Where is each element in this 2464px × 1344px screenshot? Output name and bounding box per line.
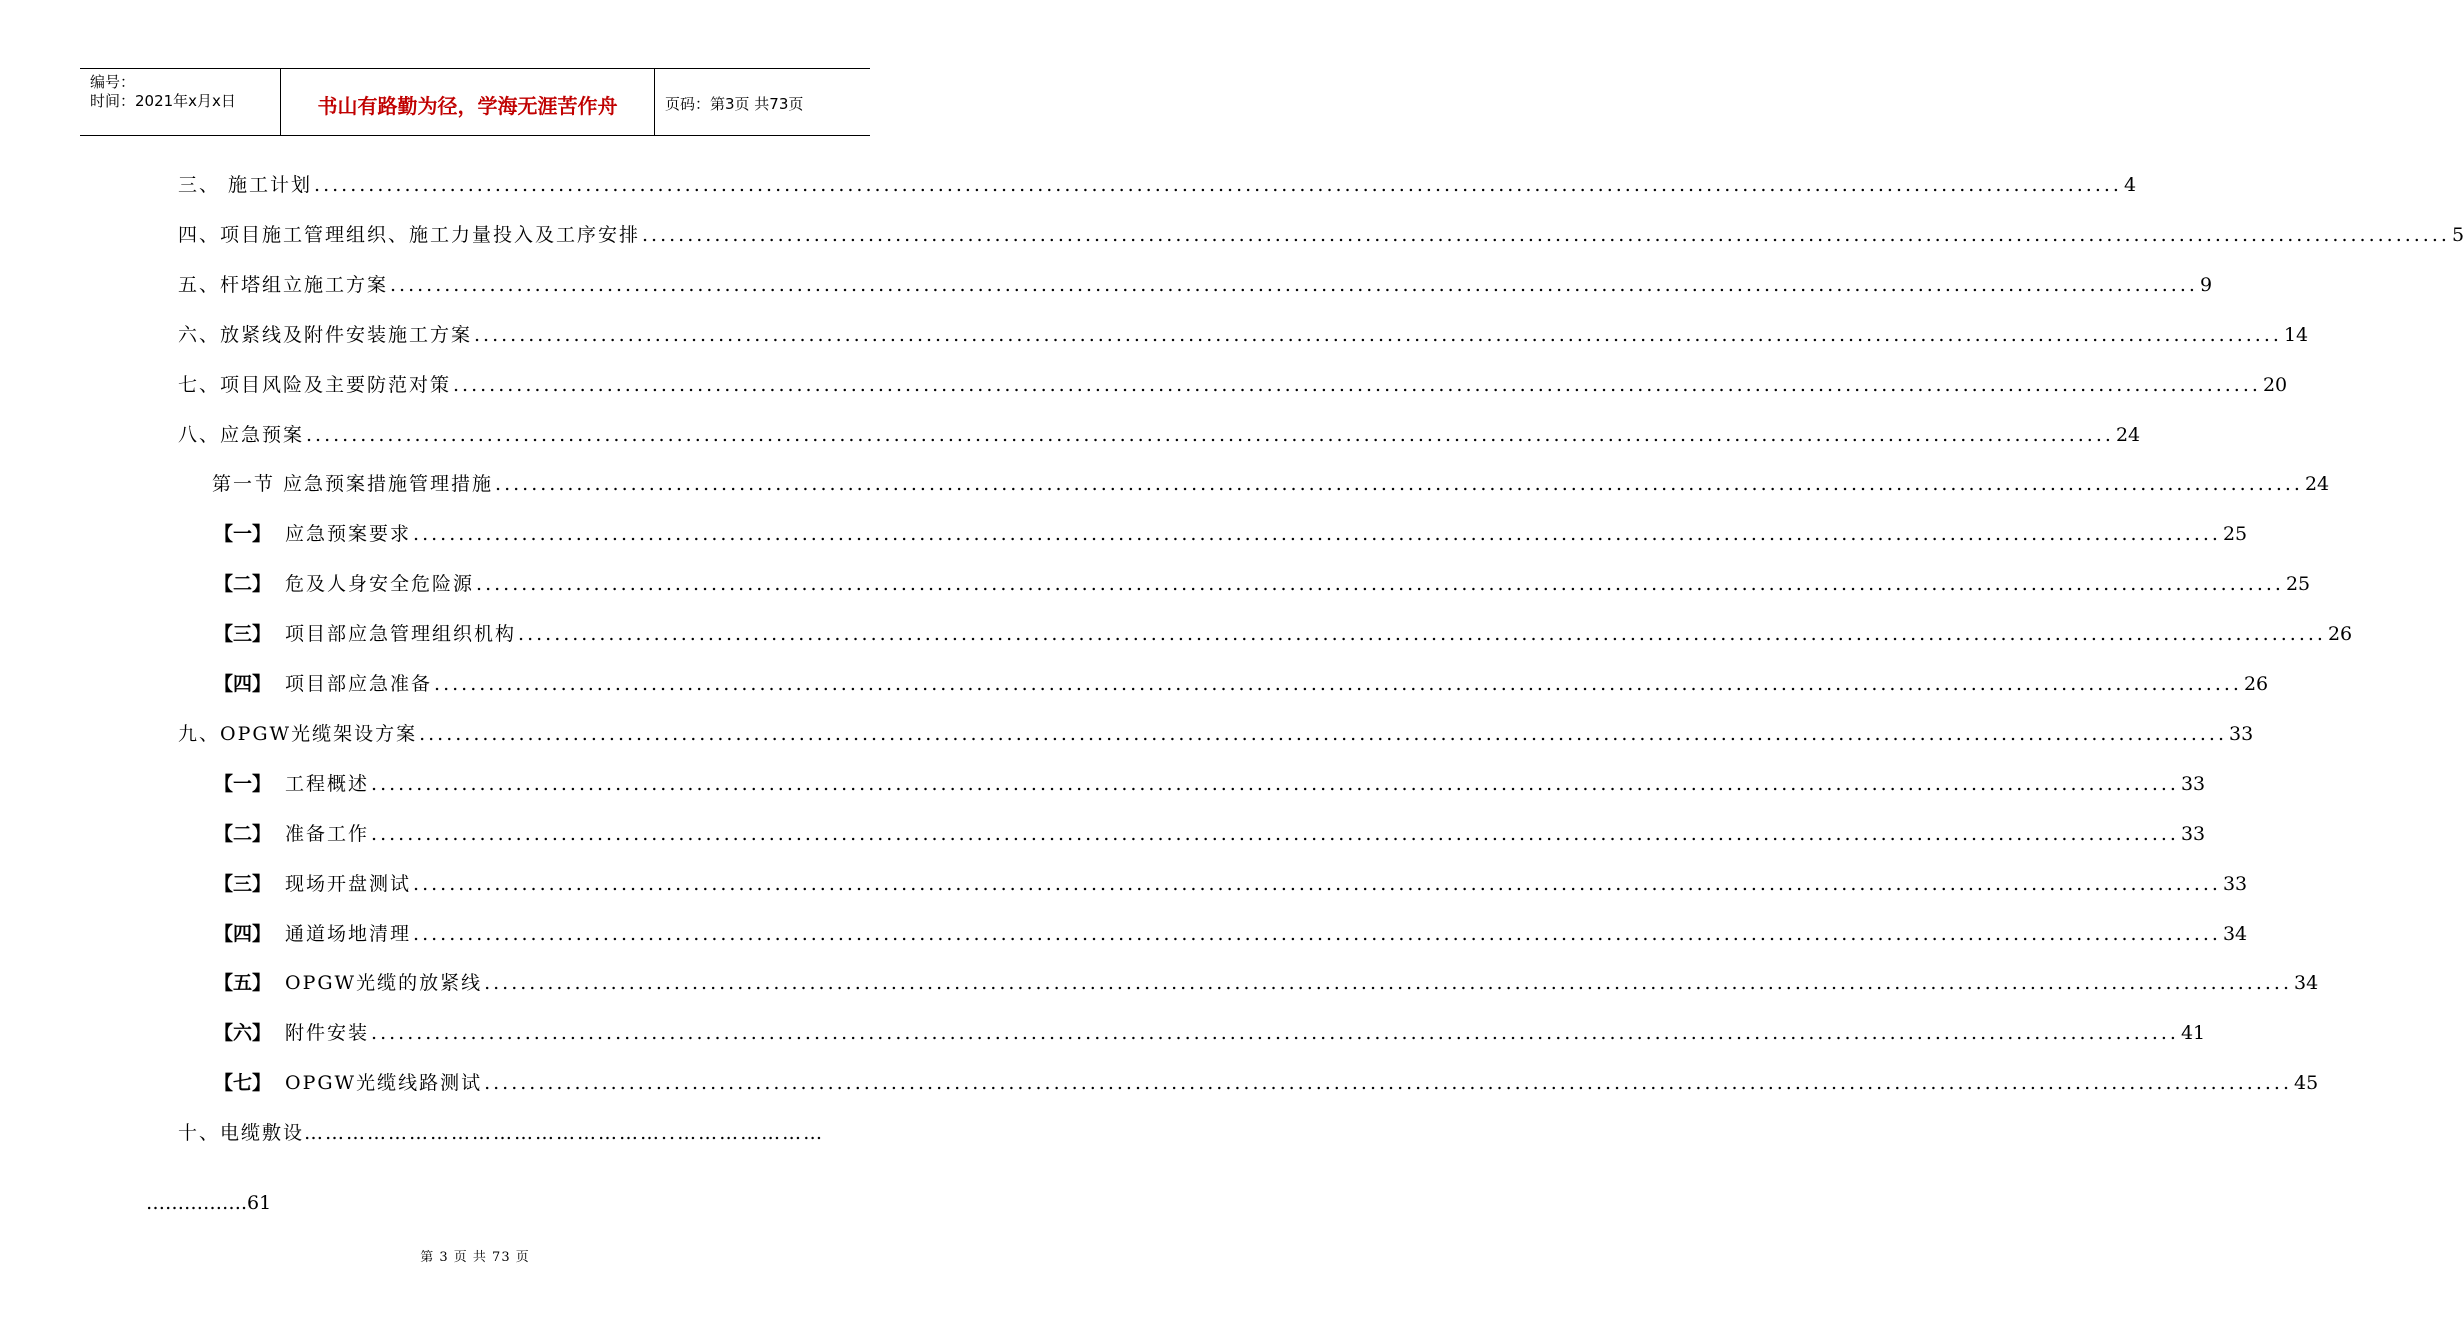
toc-entry-label: 七、项目风险及主要防范对策 [178, 374, 452, 396]
toc-dot-leader: ........................................................................................................................................................................................................ [518, 623, 2326, 645]
toc-dot-leader: ........................................................................................................................................................................................................ [390, 274, 2198, 296]
toc-page-number: 26 [2243, 673, 2269, 695]
toc-dot-leader: ........................................................................................................................................................................................................ [371, 823, 2179, 845]
toc-page-number: 4 [2123, 174, 2137, 196]
toc-dot-leader: ........................................................................................................................................................................................................ [306, 424, 2114, 446]
toc-entry-title: 现场开盘测试 [285, 873, 412, 895]
toc-entry-number: 【五】 [214, 972, 272, 994]
toc-entry-title: 附件安装 [285, 1022, 370, 1044]
toc-page-number: 33 [2180, 773, 2206, 795]
toc-entry[interactable] [178, 170, 2137, 197]
toc-entry-number: 【四】 [214, 923, 272, 945]
toc-entry-title: OPGW光缆的放紧线 [285, 972, 483, 994]
toc-entry-label: 四、项目施工管理组织、施工力量投入及工序安排 [178, 224, 641, 246]
toc-entry-label [214, 869, 411, 896]
toc-entry-number: 【四】 [214, 673, 272, 695]
toc-entry-label: 三、 施工计划 [178, 174, 313, 196]
toc-page-number: 41 [2180, 1022, 2206, 1044]
toc-page-number: 33 [2229, 723, 2254, 745]
toc-page-number: 34 [2294, 972, 2319, 994]
toc-entry-label [214, 619, 516, 646]
toc-entry[interactable] [214, 569, 2311, 596]
toc-entry-title: 应急预案要求 [285, 523, 412, 545]
toc-dot-leader: ........................................................................................................................................................................................................ [371, 773, 2179, 795]
toc-page-number: 33 [2222, 873, 2248, 895]
header-page-info: 页码：第3页 共73页 [665, 94, 804, 113]
toc-dot-leader: ........................................................................................................................................................................................................ [453, 374, 2261, 396]
header-meta-cell [80, 69, 281, 135]
toc-entry[interactable] [214, 1018, 2206, 1045]
toc-entry-label [214, 569, 474, 596]
toc-dot-leader: ........................................................................................................................................................................................................ [413, 923, 2221, 945]
toc-page-number: 14 [2283, 324, 2309, 346]
page-header [80, 68, 870, 136]
toc-entry-title: 通道场地清理 [285, 923, 412, 945]
toc-entry-number: 【三】 [214, 623, 272, 645]
toc-dot-leader: ........................................................................................................................................................................................................ [495, 473, 2303, 495]
toc-page-number: 34 [2222, 923, 2248, 945]
toc-entry-number: 【六】 [214, 1022, 272, 1044]
toc-entry-title: OPGW光缆线路测试 [285, 1072, 483, 1094]
toc-entry-label [214, 1068, 482, 1095]
toc-entry-label: 八、应急预案 [178, 424, 305, 446]
toc-entry-title: 危及人身安全危险源 [285, 573, 475, 595]
toc-entry-number: 【一】 [214, 773, 272, 795]
toc-entry-label: 第一节 应急预案措施管理措施 [212, 473, 494, 495]
toc-entry-label [214, 819, 369, 846]
toc-entry[interactable] [212, 469, 2330, 496]
toc-entry-label [214, 1018, 369, 1045]
toc-entry[interactable] [178, 220, 2464, 247]
toc-entry[interactable] [178, 370, 2288, 397]
toc-entry-label [214, 769, 369, 796]
toc-dot-leader: ........................................................................................................................................................................................................ [642, 224, 2450, 246]
toc-entry-title: 项目部应急管理组织机构 [285, 623, 517, 645]
toc-entry[interactable] [178, 320, 2309, 347]
toc-entry-number: 【一】 [214, 523, 272, 545]
toc-entry-label [214, 519, 411, 546]
toc-entry[interactable] [214, 619, 2353, 646]
toc-page-number: 45 [2294, 1072, 2319, 1094]
toc-page-number: 26 [2327, 623, 2353, 645]
toc-page-number: 25 [2222, 523, 2248, 545]
toc-entry[interactable] [214, 869, 2248, 896]
toc-page-number: 5 [2451, 224, 2464, 246]
toc-dot-leader: ........................................................................................................................................................................................................ [484, 972, 2293, 994]
toc-page-number: 33 [2180, 823, 2206, 845]
toc-entry-label [214, 669, 432, 696]
toc-entry-number: 【二】 [214, 823, 272, 845]
toc-entry[interactable] [214, 669, 2269, 696]
toc-entry[interactable] [214, 769, 2206, 796]
page-footer: 第 3 页 共 73 页 [420, 1250, 530, 1265]
toc-entry-label: 六、放紧线及附件安装施工方案 [178, 324, 473, 346]
toc-entry-title: 工程概述 [285, 773, 370, 795]
toc-entry-label: 九、OPGW光缆架设方案 [178, 723, 418, 745]
header-motto: 书山有路勤为径，学海无涯苦作舟 [281, 69, 655, 135]
toc-dot-leader: ........................................................................................................................................................................................................ [419, 723, 2227, 745]
toc-page-number: 20 [2262, 374, 2288, 396]
toc-page-number: 24 [2304, 473, 2330, 495]
toc-dot-leader: ........................................................................................................................................................................................................ [434, 673, 2242, 695]
toc-entry-number: 【二】 [214, 573, 272, 595]
toc-entry-number: 【三】 [214, 873, 272, 895]
toc-entry-title: 准备工作 [285, 823, 370, 845]
toc-page-number: 25 [2285, 573, 2311, 595]
toc-entry[interactable] [214, 1068, 2319, 1095]
toc-entry[interactable] [178, 420, 2141, 447]
toc-entry[interactable] [214, 968, 2319, 995]
toc-page-number: 9 [2199, 274, 2213, 296]
toc-dot-leader: ........................................................................................................................................................................................................ [413, 873, 2221, 895]
toc-entry[interactable] [214, 819, 2206, 846]
toc-entry-ten: 十、电缆敷设……………………………………………..………………… [178, 1122, 825, 1144]
toc-dot-leader: ........................................................................................................................................................................................................ [314, 174, 2122, 196]
toc-entry-label: 五、杆塔组立施工方案 [178, 274, 389, 296]
toc-dot-leader: ........................................................................................................................................................................................................ [484, 1072, 2293, 1094]
date-label: 时间：2021年x月x日 [90, 92, 236, 110]
serial-label: 编号： [90, 73, 136, 91]
toc-entry-ten-continued: …………….61 [146, 1192, 272, 1214]
toc-dot-leader: ........................................................................................................................................................................................................ [474, 324, 2282, 346]
toc-page-number: 24 [2115, 424, 2141, 446]
toc-entry-number: 【七】 [214, 1072, 272, 1094]
toc-entry[interactable] [178, 719, 2254, 746]
toc-entry-label [214, 968, 482, 995]
toc-entry-label [214, 919, 411, 946]
toc-dot-leader: ........................................................................................................................................................................................................ [476, 573, 2284, 595]
toc-entry[interactable] [214, 919, 2248, 946]
toc-entry[interactable] [214, 519, 2248, 546]
toc-dot-leader: ........................................................................................................................................................................................................ [413, 523, 2221, 545]
toc-entry-title: 项目部应急准备 [285, 673, 433, 695]
toc-entry[interactable] [178, 270, 2213, 297]
toc-dot-leader: ........................................................................................................................................................................................................ [371, 1022, 2179, 1044]
